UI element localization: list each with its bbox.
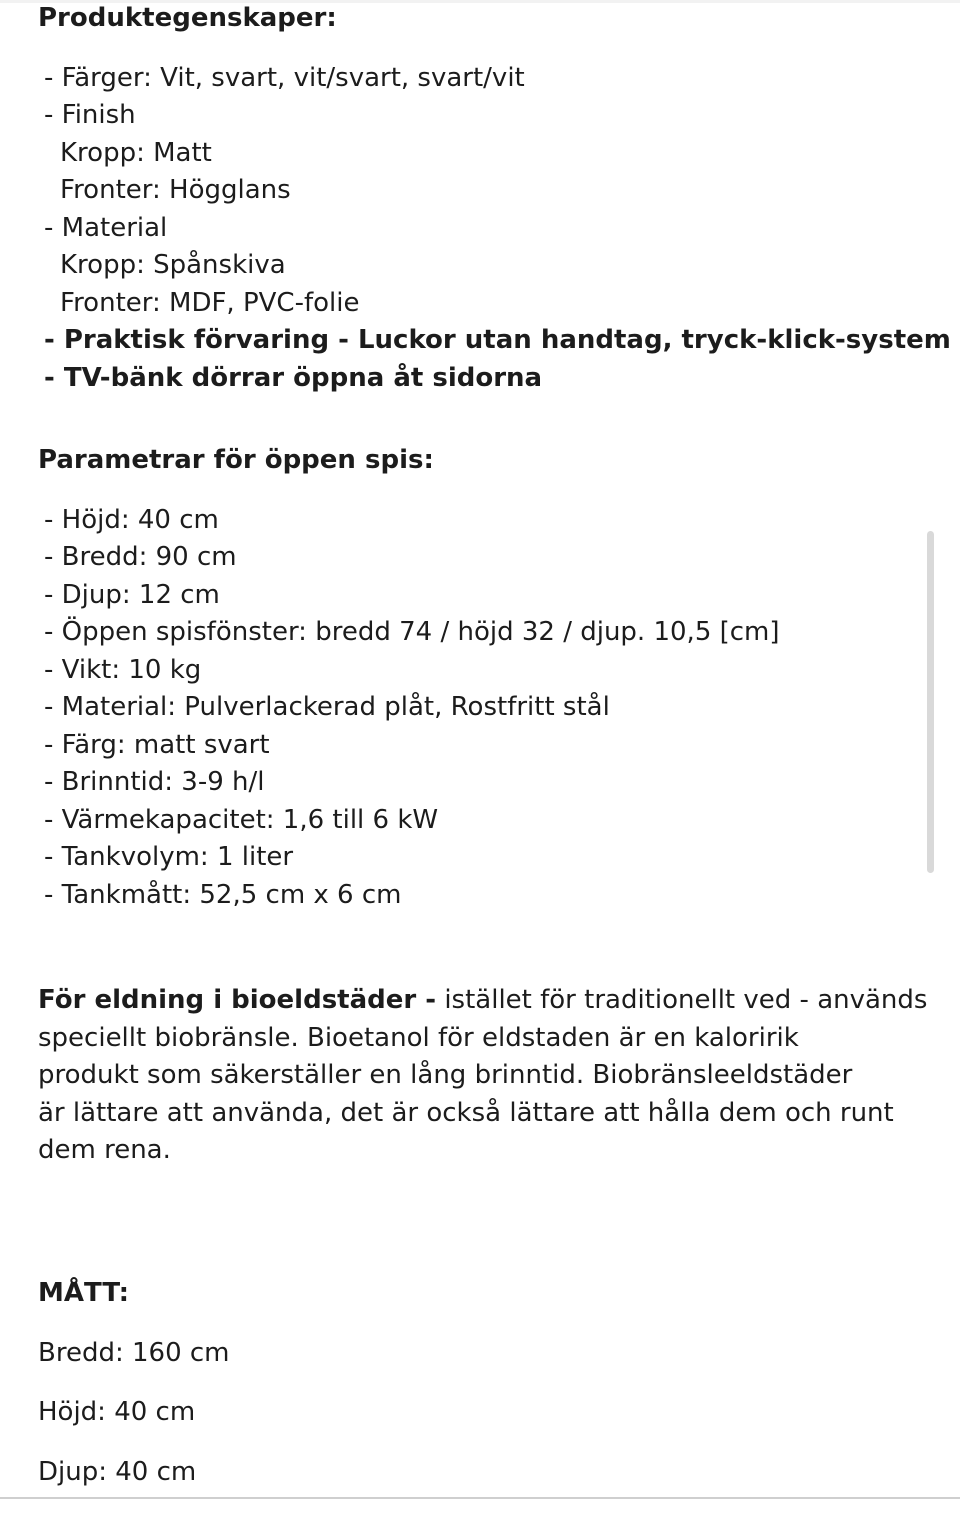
bio-line-3: produkt som säkerställer en lång brinntid. Biobränsleeldstäder — [38, 1060, 853, 1090]
bio-bold-lead: För eldning i bioeldstäder - — [38, 985, 437, 1015]
bio-line-1 — [38, 982, 938, 1020]
bio-fuel-paragraph — [38, 982, 938, 1170]
dimension-height: Höjd: 40 cm — [38, 1397, 196, 1427]
bio-line-4: är lättare att använda, det är också lättare att hålla dem och runt — [38, 1097, 894, 1128]
product-property-item: Fronter: MDF, PVC-folie — [60, 287, 360, 318]
product-property-item: - Finish — [44, 100, 136, 130]
dimensions-heading: MÅTT: — [38, 1278, 130, 1308]
dimension-width: Bredd: 160 cm — [38, 1337, 230, 1368]
product-properties-heading: Produktegenskaper: — [38, 3, 337, 33]
dimensions-section — [38, 1275, 928, 1491]
fireplace-params-list — [38, 502, 928, 915]
product-property-item: - Praktisk förvaring - Luckor utan handtag, tryck-klick-system — [44, 325, 951, 355]
bio-line-1-rest: istället för traditionellt ved - används — [436, 985, 928, 1015]
fireplace-param-item: - Material: Pulverlackerad plåt, Rostfritt stål — [44, 692, 610, 722]
product-properties-section — [38, 0, 951, 397]
fireplace-param-item: - Bredd: 90 cm — [44, 542, 237, 572]
product-property-item: Kropp: Matt — [60, 137, 212, 168]
bottom-divider — [0, 1497, 960, 1499]
fireplace-params-heading: Parametrar för öppen spis: — [38, 445, 434, 475]
fireplace-params-section — [38, 442, 928, 914]
bio-line-2: speciellt biobränsle. Bioetanol för eldstaden är en kaloririk — [38, 1022, 799, 1053]
fireplace-param-item: - Djup: 12 cm — [44, 579, 220, 610]
fireplace-param-item: - Öppen spisfönster: bredd 74 / höjd 32 / djup. 10,5 [cm] — [44, 617, 780, 647]
product-properties-list — [38, 60, 951, 398]
fireplace-param-item: - Höjd: 40 cm — [44, 504, 219, 535]
fireplace-param-item: - Tankvolym: 1 liter — [44, 842, 294, 872]
product-property-item: Kropp: Spånskiva — [60, 250, 286, 280]
product-property-item: Fronter: Högglans — [60, 175, 291, 205]
fireplace-param-item: - Värmekapacitet: 1,6 till 6 kW — [44, 804, 439, 835]
fireplace-param-item: - Vikt: 10 kg — [44, 654, 202, 685]
product-property-item: - Färger: Vit, svart, vit/svart, svart/vit — [44, 62, 525, 93]
product-property-item: - Material — [44, 212, 168, 243]
fireplace-param-item: - Tankmått: 52,5 cm x 6 cm — [44, 879, 402, 910]
fireplace-param-item: - Brinntid: 3-9 h/l — [44, 767, 265, 797]
vertical-scrollbar[interactable] — [927, 531, 934, 873]
bio-line-5: dem rena. — [38, 1135, 171, 1165]
product-property-item: - TV-bänk dörrar öppna åt sidorna — [44, 362, 543, 393]
fireplace-param-item: - Färg: matt svart — [44, 729, 270, 760]
dimension-depth: Djup: 40 cm — [38, 1456, 197, 1487]
